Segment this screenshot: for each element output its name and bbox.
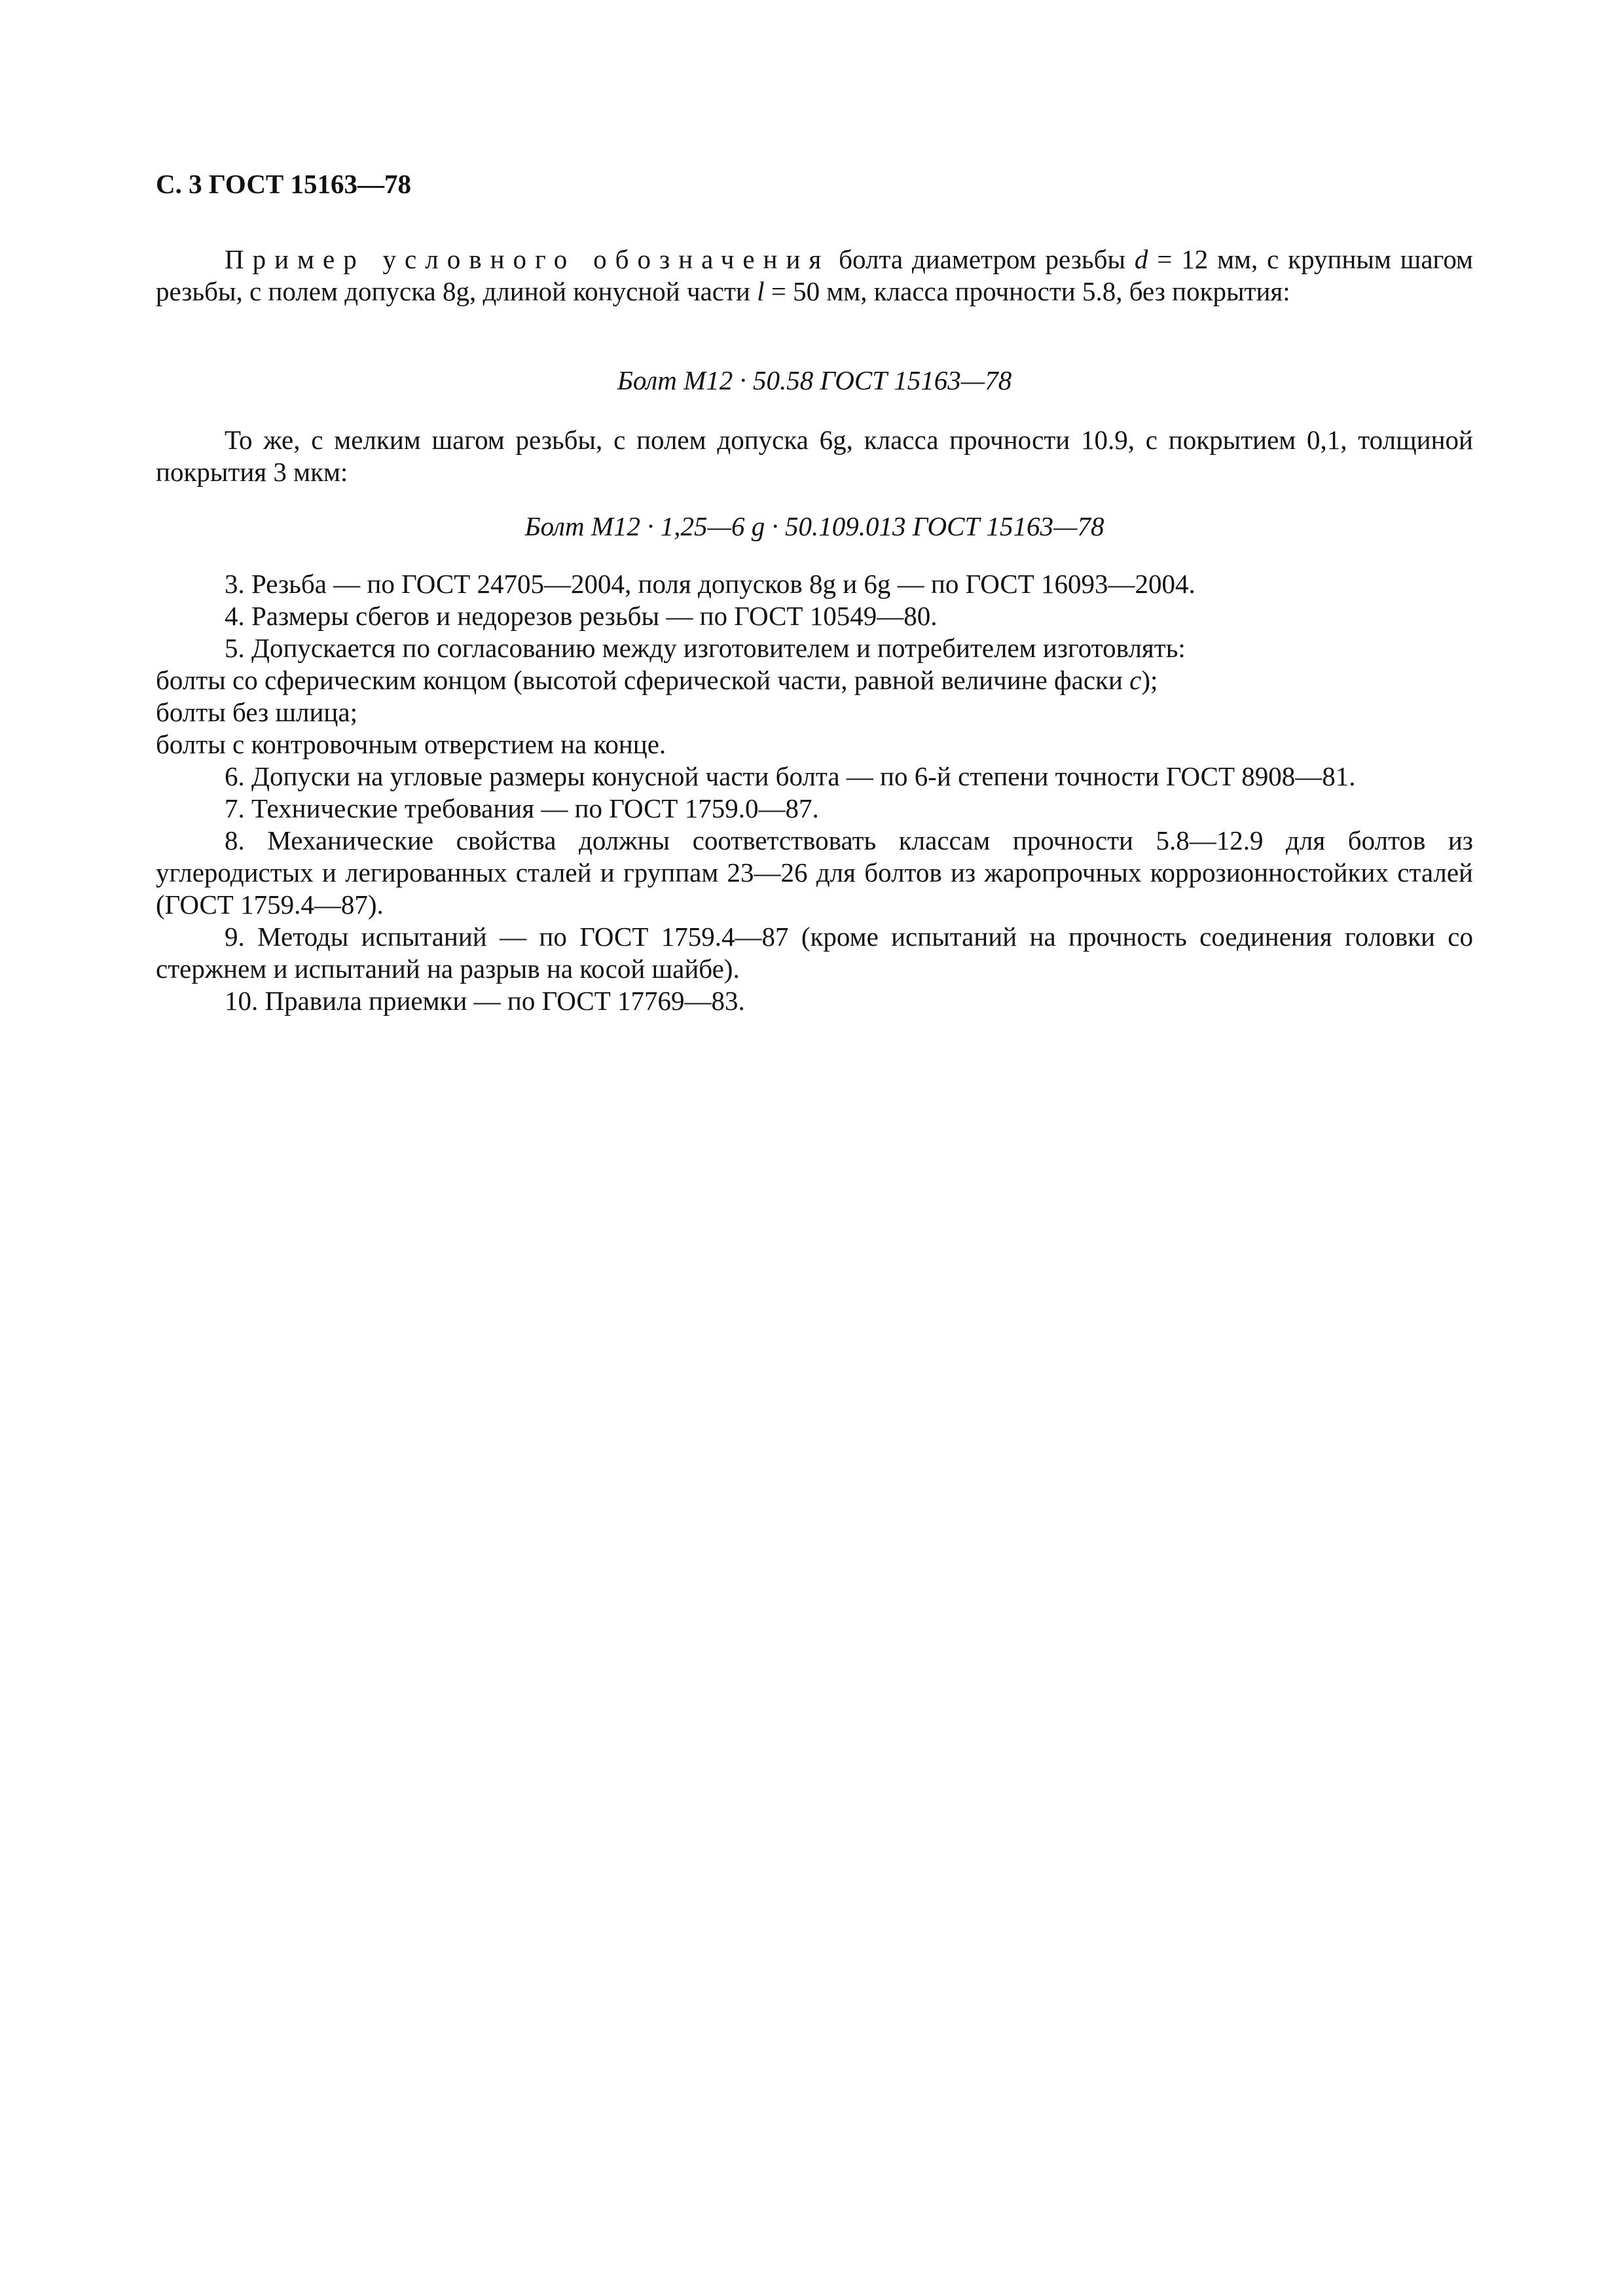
item-3: 3. Резьба — по ГОСТ 24705—2004, поля допусков 8g и 6g — по ГОСТ 16093—2004. [225,569,1195,599]
example-paragraph-2: То же, с мелким шагом резьбы, с полем допуска 6g, класса прочности 10.9, с покрытием 0,1, толщиной покрытия 3 мкм: [156,425,1473,487]
variable-d: d [1134,244,1148,274]
designation-example-1: Болт М12 · 50.58 ГОСТ 15163—78 [617,365,1012,395]
variable-c: с [1129,665,1142,695]
item-5-b: болты без шлица; [156,697,357,727]
item-6: 6. Допуски на угловые размеры конусной части болта — по 6-й степени точности ГОСТ 8908—81. [225,761,1356,791]
item-5-c: болты с контровочным отверстием на конце. [156,729,666,759]
designation-example-2: Болт М12 · 1,25—6 g · 50.109.013 ГОСТ 15163—78 [524,511,1104,541]
page-header: С. 3 ГОСТ 15163—78 [156,169,412,199]
item-4: 4. Размеры сбегов и недорезов резьбы — по ГОСТ 10549—80. [225,601,938,631]
variable-l: l [757,276,765,306]
item-8: 8. Механические свойства должны соответствовать классам прочности 5.8—12.9 для болтов из углеродистых и легированных сталей и группам 23—26 для болтов из жаропрочных коррозионностойких сталей (ГОСТ 1759.4—87). [156,825,1473,920]
requirements-list [156,568,1473,1017]
item-9: 9. Методы испытаний — по ГОСТ 1759.4—87 (кроме испытаний на прочность соединения головки со стержнем и испытаний на разрыв на косой шайбе). [156,922,1473,984]
item-5-a: болты со сферическим концом (высотой сферической части, равной величине фаски с); [156,665,1158,695]
item-10: 10. Правила приемки — по ГОСТ 17769—83. [225,986,745,1016]
example-lead-spaced: Пример условного обозначения [225,244,830,274]
example-paragraph-1: Пример условного обозначения болта диаметром резьбы d = 12 мм, с крупным шагом резьбы, с полем допуска 8g, длиной конусной части l = 50 мм, класса прочности 5.8, без покрытия: [156,244,1473,306]
item-7: 7. Технические требования — по ГОСТ 1759.0—87. [225,793,819,823]
item-5: 5. Допускается по согласованию между изготовителем и потребителем изготовлять: [225,633,1186,663]
